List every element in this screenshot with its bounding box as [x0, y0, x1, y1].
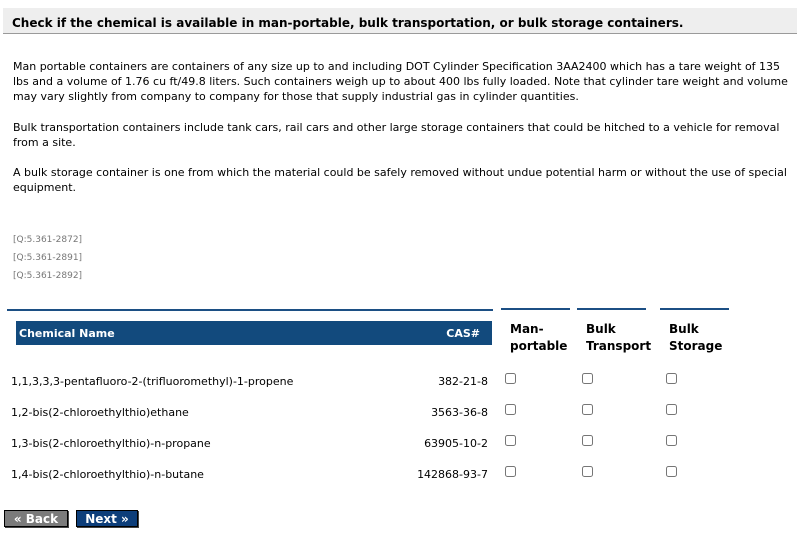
bulk-transport-column-header	[577, 308, 652, 354]
column-header-line: Transport	[586, 339, 652, 353]
man-portable-column-header	[501, 308, 570, 354]
bulk-transport-checkbox[interactable]	[582, 466, 593, 477]
cas-number: 63905-10-2	[424, 437, 488, 450]
cas-number: 3563-36-8	[431, 406, 488, 419]
bulk-transport-checkbox[interactable]	[582, 435, 593, 446]
chemical-table-header	[7, 309, 493, 351]
bulk-transport-checkbox[interactable]	[582, 404, 593, 415]
cas-number: 142868-93-7	[417, 468, 488, 481]
next-button[interactable]: Next »	[76, 510, 138, 527]
bulk-storage-checkbox[interactable]	[666, 466, 677, 477]
chemical-name: 1,2-bis(2-chloroethylthio)ethane	[11, 406, 189, 419]
man-portable-checkbox[interactable]	[505, 404, 516, 415]
chemical-name-header: Chemical Name	[19, 327, 115, 340]
column-header-line: Man-	[510, 322, 544, 336]
back-button[interactable]: « Back	[4, 510, 68, 527]
bulk-storage-checkbox[interactable]	[666, 404, 677, 415]
bulk-transport-checkbox[interactable]	[582, 373, 593, 384]
chemical-name: 1,3-bis(2-chloroethylthio)-n-propane	[11, 437, 211, 450]
bulk-storage-column-header	[660, 308, 729, 354]
question-ref: [Q:5.361-2892]	[13, 271, 83, 281]
column-header-line: Bulk	[586, 322, 616, 336]
chemical-name: 1,4-bis(2-chloroethylthio)-n-butane	[11, 468, 204, 481]
cas-number: 382-21-8	[438, 375, 488, 388]
page-header	[3, 8, 797, 34]
column-header-line: portable	[510, 339, 568, 353]
question-ref: [Q:5.361-2891]	[13, 253, 83, 263]
bulk-storage-description: A bulk storage container is one from which the material could be safely removed without undue potential harm or without the use of special equipment.	[13, 166, 787, 194]
question-ref: [Q:5.361-2872]	[13, 235, 83, 245]
cas-header: CAS#	[446, 327, 480, 340]
man-portable-checkbox[interactable]	[505, 373, 516, 384]
chemical-name: 1,1,3,3,3-pentafluoro-2-(trifluoromethyl)-1-propene	[11, 375, 294, 388]
man-portable-checkbox[interactable]	[505, 435, 516, 446]
column-header-line: Storage	[669, 339, 723, 353]
man-portable-checkbox[interactable]	[505, 466, 516, 477]
column-header-line: Bulk	[669, 322, 699, 336]
page-title: Check if the chemical is available in man-portable, bulk transportation, or bulk storage containers.	[12, 16, 684, 30]
chemical-header-bar	[16, 321, 492, 345]
bulk-storage-checkbox[interactable]	[666, 435, 677, 446]
bulk-transport-description: Bulk transportation containers include tank cars, rail cars and other large storage containers that could be hitched to a vehicle for removal from a site.	[13, 121, 780, 149]
bulk-storage-checkbox[interactable]	[666, 373, 677, 384]
man-portable-description: Man portable containers are containers of any size up to and including DOT Cylinder Specification 3AA2400 which has a tare weight of 135 lbs and a volume of 1.76 cu ft/49.8 liters. Such containers weigh up to about 400 lbs fully loaded. Note that cylinder tare weight and volume may vary slightly from company to company for those that supply industrial gas in cylinder quantities.	[13, 60, 788, 103]
